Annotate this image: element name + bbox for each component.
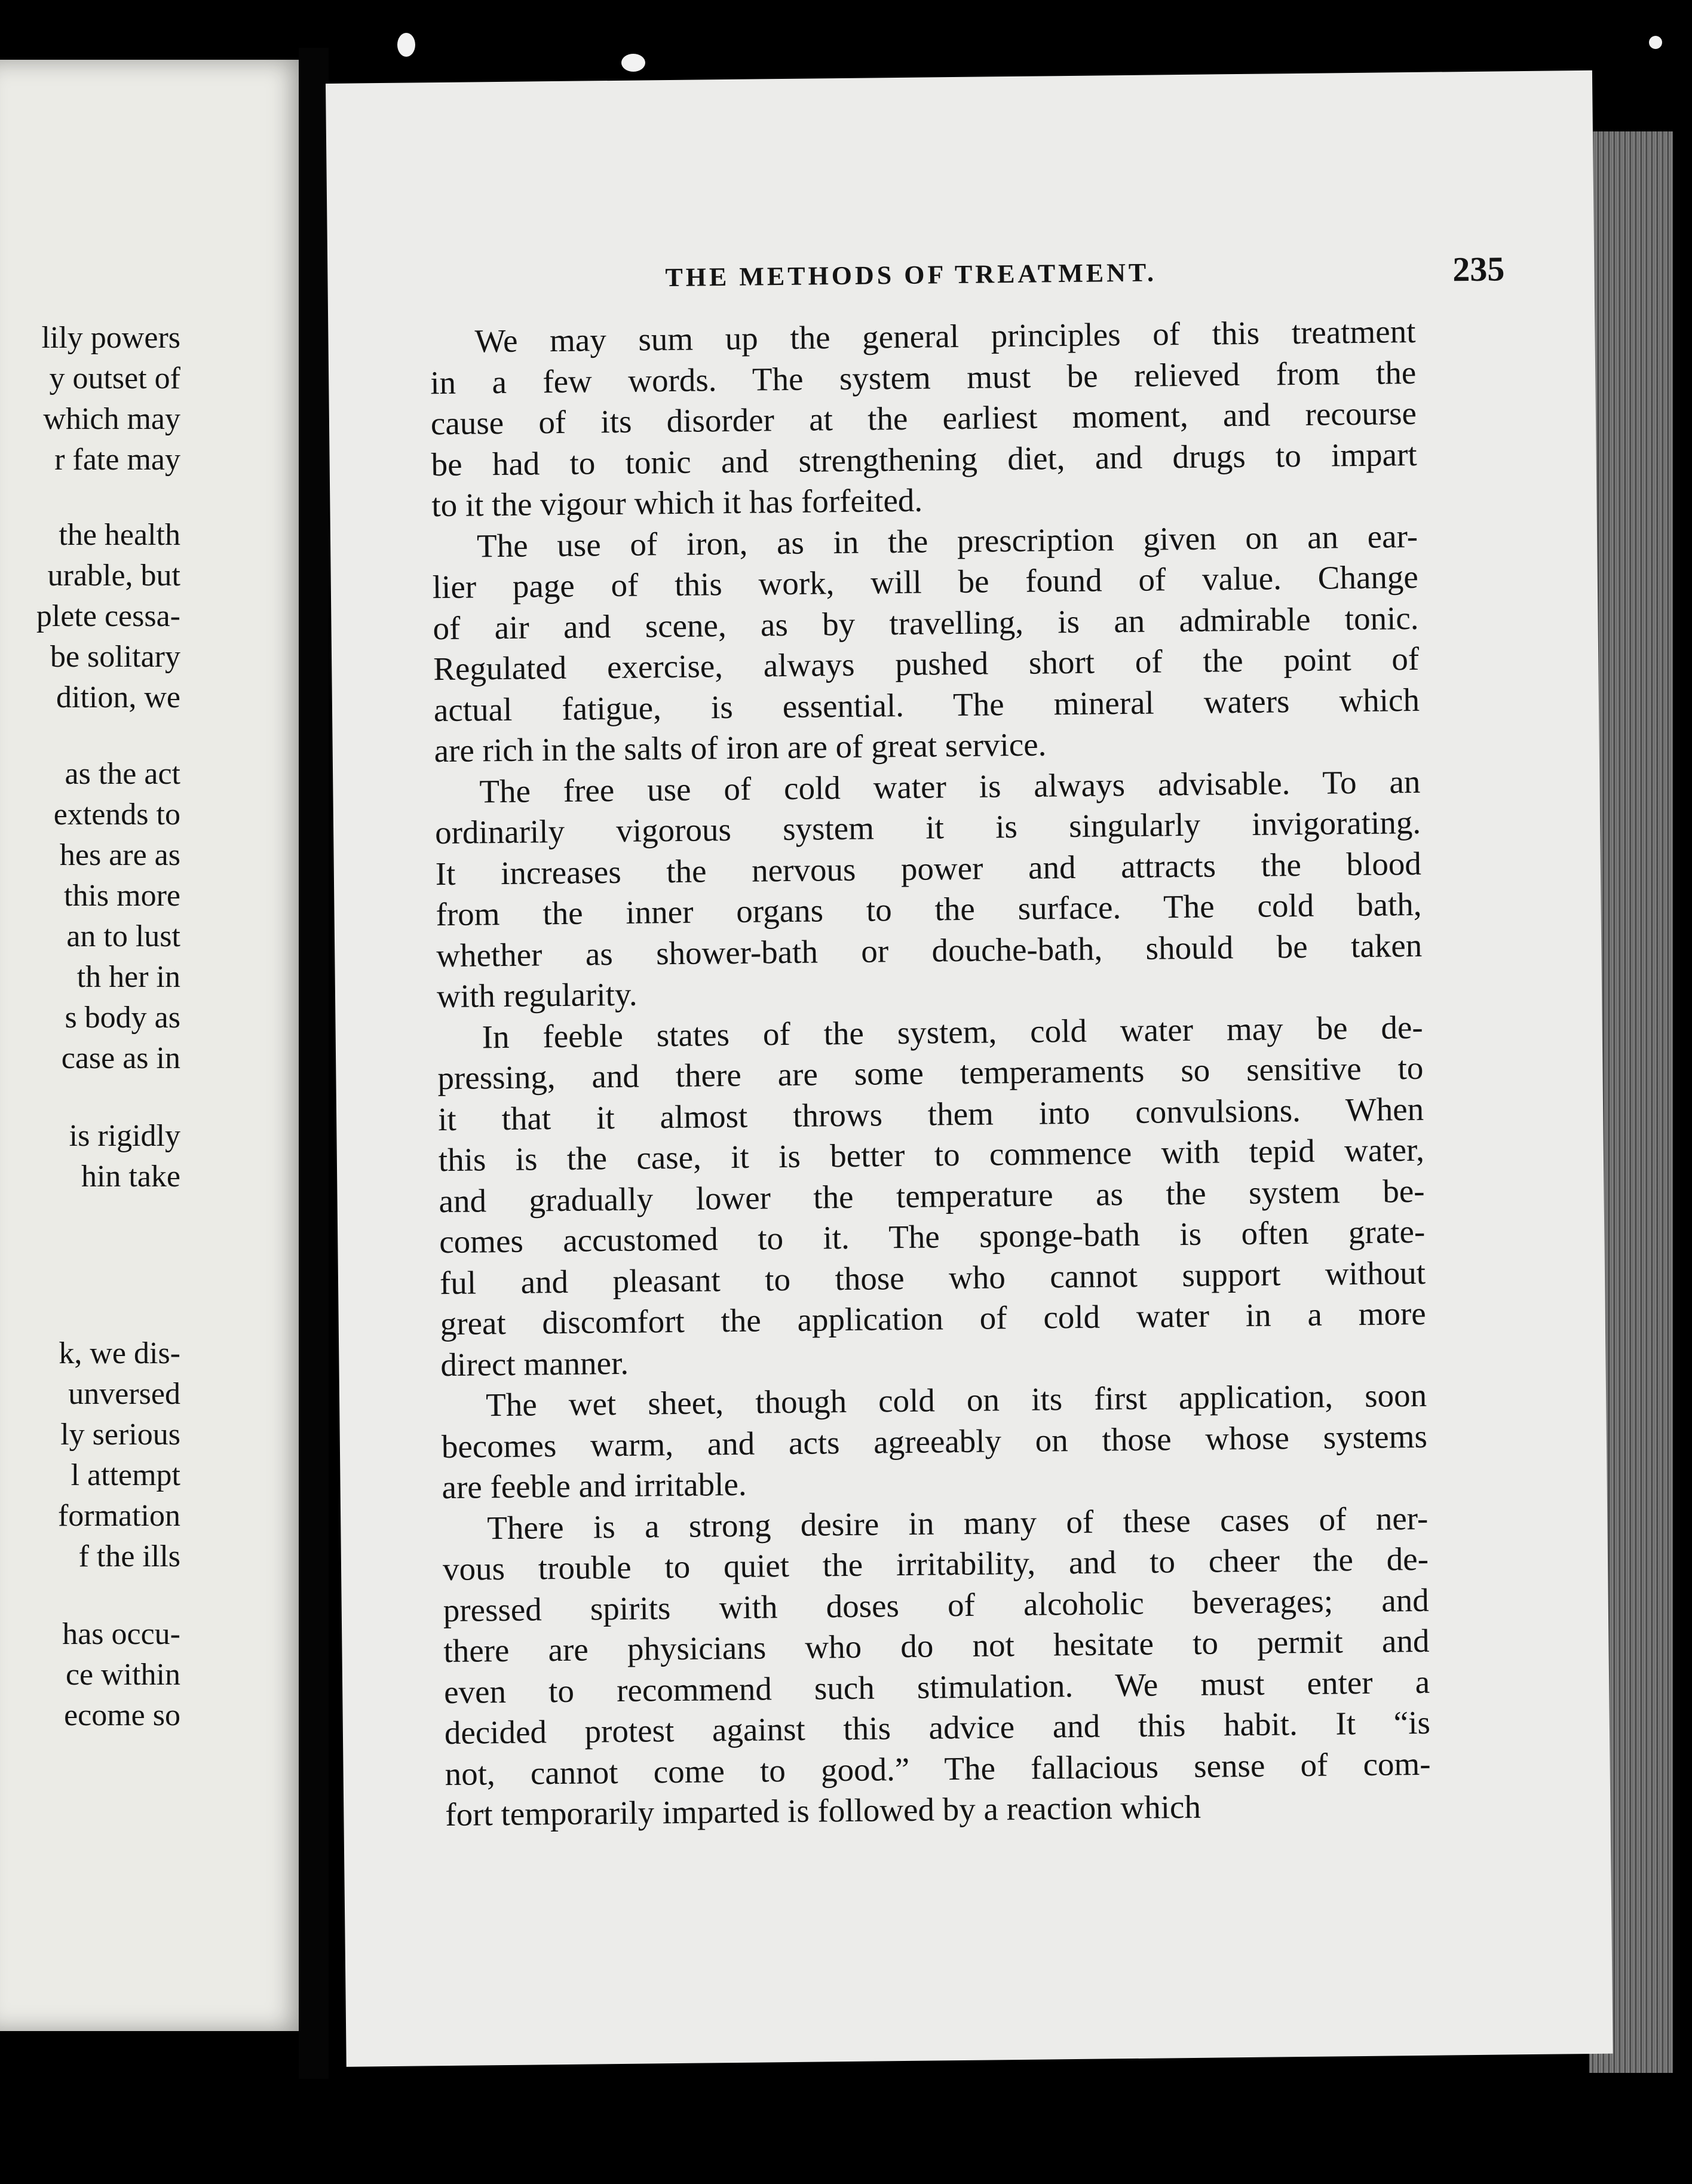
text-line: vous trouble to quiet the irritability, and to cheer the de- xyxy=(442,1540,1429,1588)
left-page-line: f the ills xyxy=(78,1539,180,1573)
left-facing-page xyxy=(0,60,311,2031)
book-gutter xyxy=(299,48,329,2079)
text-line: The wet sheet, though cold on its first application, soon xyxy=(485,1376,1427,1424)
left-page-line: ly serious xyxy=(60,1418,180,1452)
text-line: whether as shower-bath or douche-bath, should be taken xyxy=(436,927,1423,974)
left-page-line: hes are as xyxy=(59,838,180,872)
text-line: becomes warm, and acts agreeably on those whose systems xyxy=(441,1418,1428,1465)
left-page-line: hin take xyxy=(81,1160,180,1194)
left-page-line: y outset of xyxy=(49,361,180,395)
body-text xyxy=(430,311,1431,1836)
left-page-line: as the act xyxy=(65,757,180,791)
left-page-line: dition, we xyxy=(56,680,180,714)
left-page-line: the health xyxy=(59,518,180,552)
text-line: be had to tonic and strengthening diet, and drugs to impart xyxy=(431,435,1417,483)
text-line: this is the case, it is better to commence with tepid water, xyxy=(438,1131,1425,1179)
left-page-line: formation xyxy=(57,1499,180,1533)
text-line: with regularity. xyxy=(436,976,637,1015)
text-line: In feeble states of the system, cold water may be de- xyxy=(482,1008,1423,1055)
left-page-line: which may xyxy=(43,402,180,436)
text-line: The use of iron, as in the prescription given on an ear- xyxy=(476,517,1418,564)
text-line: There is a strong desire in many of these cases of ner- xyxy=(487,1499,1429,1546)
text-line: actual fatigue, is essential. The mineral waters which xyxy=(433,681,1420,728)
scan-speck xyxy=(397,33,415,57)
text-line: great discomfort the application of cold water in a more xyxy=(440,1295,1426,1342)
text-line: there are physicians who do not hesitate to permit and xyxy=(443,1622,1430,1670)
text-line: fort temporarily imparted is followed by a reaction which xyxy=(445,1788,1201,1833)
text-line: of air and scene, as by travelling, is an admirable tonic. xyxy=(433,599,1419,646)
page-number: 235 xyxy=(1452,249,1505,289)
scan-speck xyxy=(1649,36,1662,49)
running-head-title: THE METHODS OF TREATMENT. xyxy=(665,257,1157,293)
text-line: decided protest against this advice and this habit. It “is xyxy=(444,1704,1431,1752)
left-page-line: case as in xyxy=(61,1041,180,1075)
left-page-line: an to lust xyxy=(66,919,180,953)
text-line: pressed spirits with doses of alcoholic beverages; and xyxy=(443,1581,1429,1628)
text-line: pressing, and there are some temperaments so sensitive to xyxy=(437,1049,1424,1097)
text-line: It increases the nervous power and attracts the blood xyxy=(435,845,1422,892)
left-page-line: plete cessa- xyxy=(36,599,180,633)
running-head xyxy=(327,249,1595,308)
left-page-line: th her in xyxy=(76,960,180,994)
scan-speck xyxy=(621,54,645,72)
text-line: direct manner. xyxy=(440,1344,629,1383)
left-page-line: ce within xyxy=(65,1658,180,1692)
left-page-line: has occu- xyxy=(62,1617,180,1651)
text-line: ful and pleasant to those who cannot support without xyxy=(439,1254,1426,1301)
left-page-line: k, we dis- xyxy=(59,1336,180,1370)
text-line: to it the vigour which it has forfeited. xyxy=(431,481,923,524)
left-page-line: r fate may xyxy=(54,443,180,477)
left-page-line: unversed xyxy=(68,1377,180,1411)
text-line: not, cannot come to good.” The fallacious sense of com- xyxy=(445,1745,1431,1792)
text-line: cause of its disorder at the earliest moment, and recourse xyxy=(430,394,1417,442)
right-page xyxy=(326,70,1613,2067)
text-line: lier page of this work, will be found of value. Change xyxy=(432,558,1419,606)
text-line: it that it almost throws them into convulsions. When xyxy=(437,1090,1424,1137)
text-line: ordinarily vigorous system it is singularly invigorating. xyxy=(434,803,1421,851)
left-page-line: ecome so xyxy=(64,1698,180,1732)
left-page-line: l attempt xyxy=(70,1458,180,1492)
left-page-line: lily powers xyxy=(41,321,180,355)
text-line: and gradually lower the temperature as the system be- xyxy=(439,1172,1425,1219)
text-line: are rich in the salts of iron are of great service. xyxy=(434,726,1047,769)
left-page-line: urable, but xyxy=(47,559,180,593)
left-page-line: extends to xyxy=(53,797,180,832)
text-line: The free use of cold water is always advisable. To an xyxy=(479,763,1421,809)
left-page-line: this more xyxy=(64,879,180,913)
text-line: We may sum up the general principles of this treatment xyxy=(474,312,1416,360)
left-page-line: s body as xyxy=(65,1001,180,1035)
text-line: from the inner organs to the surface. The cold bath, xyxy=(436,885,1422,933)
left-page-line: is rigidly xyxy=(69,1119,180,1153)
left-page-line: be solitary xyxy=(50,640,180,674)
text-line: even to recommend such stimulation. We must enter a xyxy=(443,1663,1430,1710)
text-line: comes accustomed to it. The sponge-bath is often grate- xyxy=(439,1213,1426,1260)
text-line: are feeble and irritable. xyxy=(442,1465,747,1506)
text-line: in a few words. The system must be relieved from the xyxy=(430,354,1417,401)
text-line: Regulated exercise, always pushed short of the point of xyxy=(433,640,1420,688)
